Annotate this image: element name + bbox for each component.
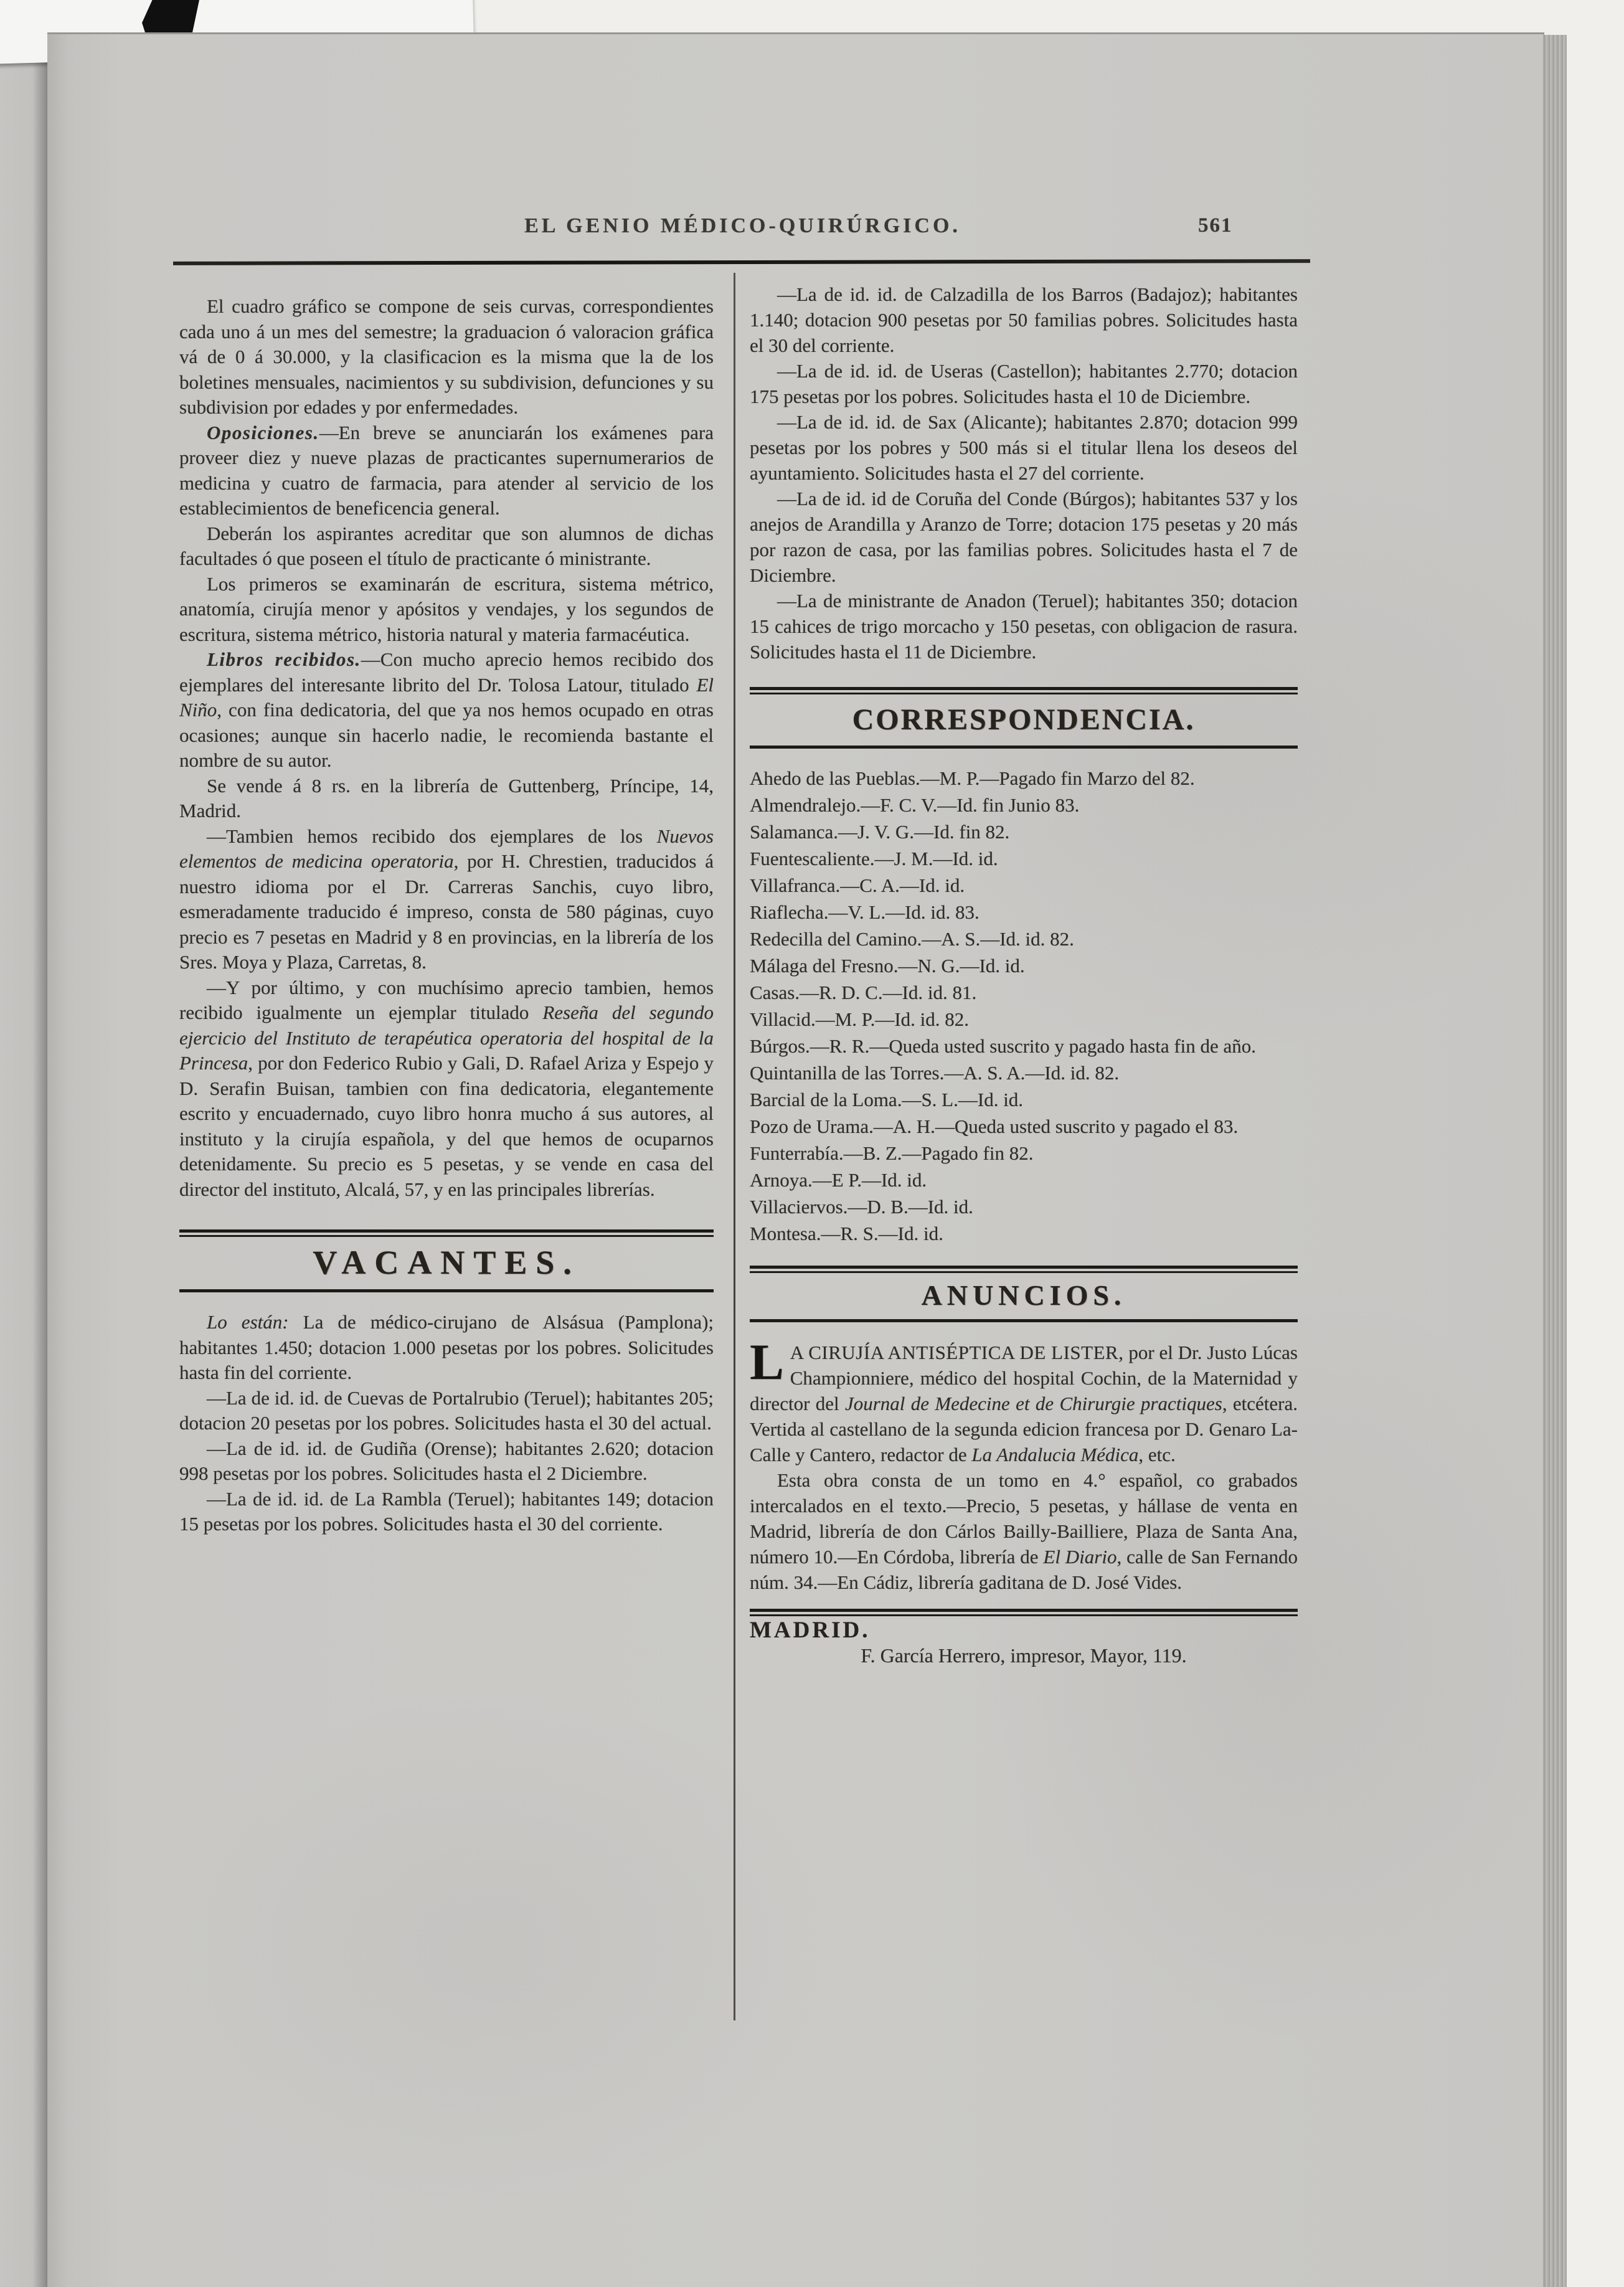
vacantes-continued-item: —La de ministrante de Anadon (Teruel); habitantes 350; dotacion 15 cahices de trigo morcacho y 150 pesetas, con obligacion de rasura. Solicitudes hasta el 11 de Diciembre.: [750, 590, 1298, 663]
correspondence-entry: Casas.—R. D. C.—Id. id. 81.: [750, 982, 977, 1003]
correspondence-entry: Almendralejo.—F. C. V.—Id. fin Junio 83.: [750, 794, 1080, 816]
correspondence-entry: Ahedo de las Pueblas.—M. P.—Pagado fin Marzo del 82.: [750, 767, 1195, 789]
article-paragraph: Los primeros se examinarán de escritura, sistema métrico, anatomía, cirujía menor y apósitos y vendajes, y los segundos de escritura, sistema métrico, historia natural y materia farmacéutica.: [179, 572, 714, 645]
correspondence-entry: Málaga del Fresno.—N. G.—Id. id.: [750, 955, 1025, 977]
vacantes-item: —La de id. id. de Gudiña (Orense); habitantes 2.620; dotacion 998 pesetas por los pobres. Solicitudes hasta el 2 Diciembre.: [179, 1437, 714, 1484]
section-rule: [750, 1266, 1298, 1274]
page-left-edge: [0, 56, 54, 2287]
article-paragraph: —Y por último, y con muchísimo aprecio tambien, hemos recibido igualmente un ejemplar titulado Reseña del segundo ejercicio del Instituto de terapéutica operatoria del hospital de la Princesa, por don Federico Rubio y Gali, D. Rafael Ariza y Espejo y D. Serafin Buisan, tambien con fina dedicatoria, elegantemente escrito y encuadernado, cuyo libro honra mucho á sus autores, al instituto y la cirujía española, y del que hemos de ocuparnos detenidamente. Su precio es 5 pesetas, y se vende en casa del director del instituto, Alcalá, 57, y en las principales librerías.: [179, 976, 714, 1200]
correspondence-entry: Riaflecha.—V. L.—Id. id. 83.: [750, 901, 980, 923]
section-rule: [179, 1289, 714, 1292]
imprint-printer: F. García Herrero, impresor, Mayor, 119.: [861, 1644, 1187, 1667]
correspondence-entry: Pozo de Urama.—A. H.—Queda usted suscrito y pagado el 83.: [750, 1115, 1239, 1137]
section-correspondencia: [750, 687, 1298, 1247]
right-column: [750, 282, 1298, 1669]
section-rule: [750, 1609, 1298, 1617]
correspondence-entry: Arnoya.—E P.—Id. id.: [750, 1169, 927, 1191]
vacantes-continued-item: —La de id. id. de Calzadilla de los Barros (Badajoz); habitantes 1.140; dotacion 900 pesetas por 50 familias pobres. Solicitudes hasta el 30 del corriente.: [750, 283, 1298, 356]
vacantes-continued-item: —La de id. id de Coruña del Conde (Búrgos); habitantes 537 y los anejos de Arandilla y Aranzo de Torre; dotacion 175 pesetas y 20 más por razon de casa, por las familias pobres. Solicitudes hasta el 7 de Diciembre.: [750, 488, 1298, 586]
paper-page: [47, 32, 1544, 2287]
header-rule: [173, 259, 1310, 265]
correspondence-entry: Redecilla del Camino.—A. S.—Id. id. 82.: [750, 928, 1074, 950]
page-right-edge-stack: [1544, 35, 1567, 2287]
correspondence-entry: Salamanca.—J. V. G.—Id. fin 82.: [750, 821, 1010, 843]
column-divider: [734, 273, 735, 2020]
section-rule: [179, 1229, 714, 1238]
section-rule: [750, 687, 1298, 696]
correspondence-entry: Búrgos.—R. R.—Queda usted suscrito y pagado hasta fin de año.: [750, 1035, 1257, 1057]
anuncios-paragraph: L A CIRUJÍA ANTISÉPTICA DE LISTER, por el Dr. Justo Lúcas Championniere, médico del hospital Cochin, de la Maternidad y director del Journal de Medecine et de Chirurgie practiques, etcétera. Vertida al castellano de la segunda edicion francesa por D. Genaro La-Calle y Cantero, redactor de La Andalucia Médica, etc.: [750, 1333, 1298, 1465]
vacantes-heading: VACANTES.: [313, 1244, 580, 1281]
vacantes-item: —La de id. id. de La Rambla (Teruel); habitantes 149; dotacion 15 pesetas por los pobres. Solicitudes hasta el 30 del corriente.: [179, 1487, 714, 1535]
correspondence-entry: Villafranca.—C. A.—Id. id.: [750, 874, 965, 896]
left-column: [179, 294, 714, 1537]
anuncios-heading: ANUNCIOS.: [921, 1279, 1126, 1311]
section-rule: [750, 746, 1298, 749]
article-paragraph: Deberán los aspirantes acreditar que son alumnos de dichas facultades ó que poseen el título de practicante ó ministrante.: [179, 522, 714, 569]
imprint-city: MADRID.: [750, 1617, 871, 1643]
section-rule: [750, 1319, 1298, 1322]
section-vacantes: [179, 1229, 714, 1537]
drop-cap: L: [750, 1333, 784, 1390]
vacantes-continued-item: —La de id. id. de Useras (Castellon); habitantes 2.770; dotacion 175 pesetas por los pobres. Solicitudes hasta el 10 de Diciembre.: [750, 360, 1298, 407]
correspondence-entry: Funterrabía.—B. Z.—Pagado fin 82.: [750, 1142, 1034, 1164]
vacantes-item: —La de id. id. de Cuevas de Portalrubio (Teruel); habitantes 205; dotacion 20 pesetas por los pobres. Solicitudes hasta el 30 del actual.: [179, 1386, 714, 1434]
correspondencia-heading: CORRESPONDENCIA.: [852, 703, 1196, 736]
running-title: EL GENIO MÉDICO-QUIRÚRGICO.: [524, 214, 961, 237]
article-paragraph: El cuadro gráfico se compone de seis curvas, correspondientes cada uno á un mes del semestre; la graduacion ó valoracion gráfica vá de 0 á 30.000, y la clasificacion es la misma que la de los boletines mensuales, nacimientos y su subdivision, defunciones y su subdivision por edades y por enfermedades.: [179, 295, 714, 418]
correspondence-list: [750, 765, 1298, 1247]
vacantes-continued-item: —La de id. id. de Sax (Alicante); habitantes 2.870; dotacion 999 pesetas por los pobres y 500 más si el titular llena los deseos del ayuntamiento. Solicitudes hasta el 27 del corriente.: [750, 411, 1298, 484]
correspondence-entry: Montesa.—R. S.—Id. id.: [750, 1223, 943, 1244]
page-number: 561: [1198, 214, 1233, 237]
anuncios-paragraph: Esta obra consta de un tomo en 4.° español, co grabados intercalados en el texto.—Precio, 5 pesetas, y hállase de venta en Madrid, librería de don Cárlos Bailly-Bailliere, Plaza de Santa Ana, número 10.—En Córdoba, librería de El Diario, calle de San Fernando núm. 34.—En Cádiz, librería gaditana de D. José Vides.: [750, 1469, 1298, 1593]
correspondence-entry: Villacid.—M. P.—Id. id. 82.: [750, 1008, 970, 1030]
vacantes-item: Lo están: La de médico-cirujano de Alsásua (Pamplona); habitantes 1.450; dotacion 1.000 pesetas por los pobres. Solicitudes hasta fin del corriente.: [179, 1311, 714, 1383]
article-paragraph: Oposiciones.—En breve se anunciarán los exámenes para proveer diez y nueve plazas de practicantes supernumerarios de medicina y cuatro de farmacia, para atender al servicio de los establecimientos de beneficencia general.: [179, 421, 714, 519]
article-paragraph: —Tambien hemos recibido dos ejemplares de los Nuevos elementos de medicina operatoria, por H. Chrestien, traducidos á nuestro idioma por el Dr. Carreras Sanchis, cuyo libro, esmeradamente traducido é impreso, consta de 580 páginas, cuyo precio es 7 pesetas en Madrid y 8 en provincias, en la librería de los Sres. Moya y Plaza, Carretas, 8.: [179, 825, 714, 973]
article-paragraph: Libros recibidos.—Con mucho aprecio hemos recibido dos ejemplares del interesante librito del Dr. Tolosa Latour, titulado El Niño, con fina dedicatoria, del que ya nos hemos ocupado en otras ocasiones; aunque sin hacerlo nadie, le recomienda bastante el nombre de su autor.: [179, 648, 714, 771]
correspondence-entry: Barcial de la Loma.—S. L.—Id. id.: [750, 1089, 1024, 1110]
correspondence-entry: Villaciervos.—D. B.—Id. id.: [750, 1196, 973, 1218]
correspondence-entry: Quintanilla de las Torres.—A. S. A.—Id. id. 82.: [750, 1062, 1120, 1084]
correspondence-entry: Fuentescaliente.—J. M.—Id. id.: [750, 848, 998, 869]
section-anuncios: [750, 1266, 1298, 1595]
article-paragraph: Se vende á 8 rs. en la librería de Guttenberg, Príncipe, 14, Madrid.: [179, 774, 714, 822]
section-imprint: [750, 1609, 1298, 1669]
